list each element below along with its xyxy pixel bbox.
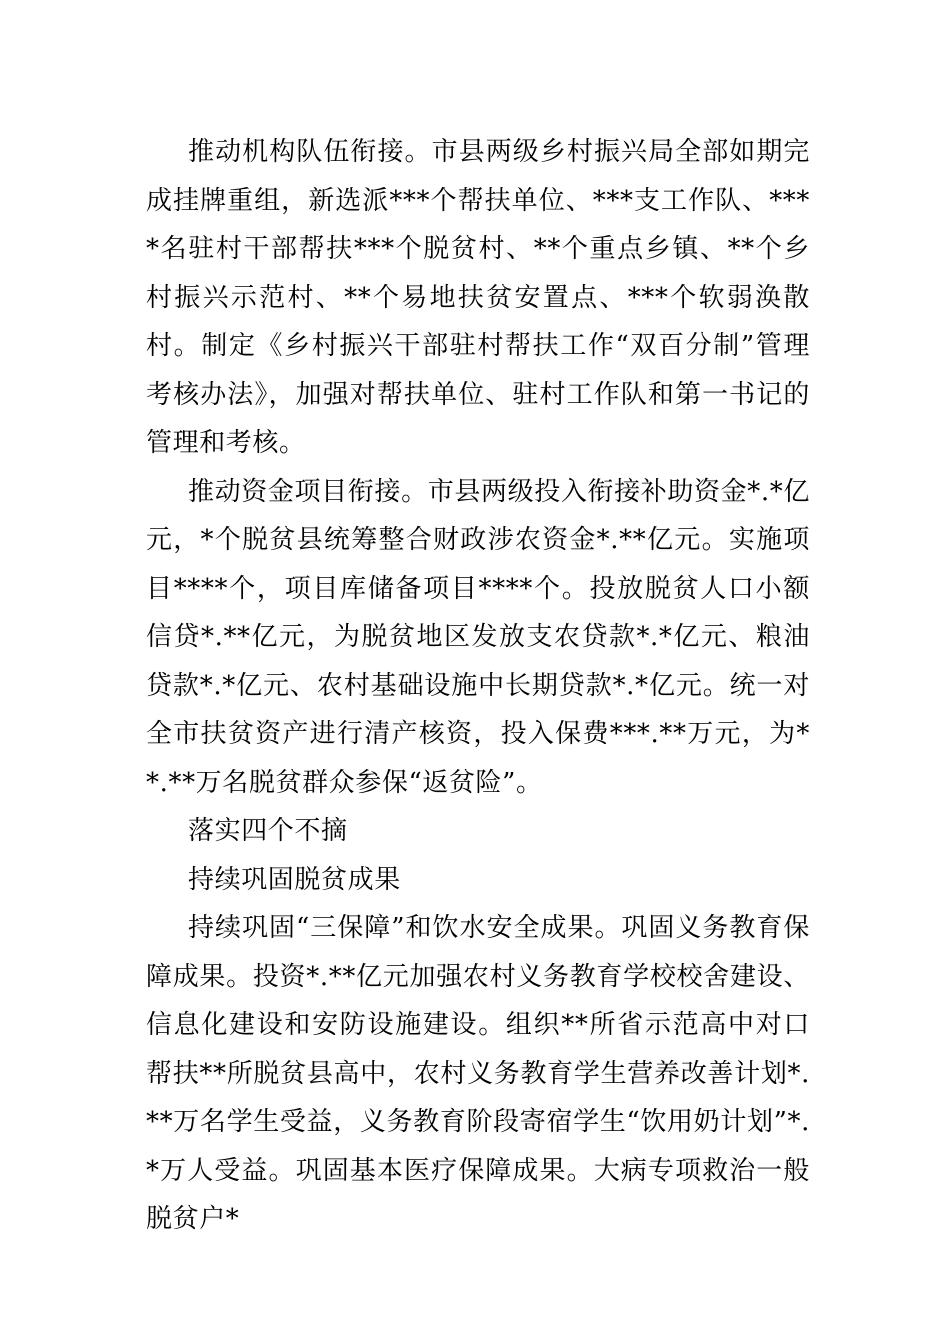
heading-four-not-removed: 落实四个不摘	[188, 816, 348, 846]
paragraph-three-guarantees: 持续巩固“三保障”和饮水安全成果。巩固义务教育保障成果。投资*.**亿元加强农村义务教育学校校舍建设、信息化建设和安防设施建设。组织**所省示范高中对口帮扶**所脱贫县高中，农村义务教育学生营养改善计划*.**万名学生受益，义务教育阶段寄宿学生“饮用奶计划”*.*万人受益。巩固基本医疗保障成果。大病专项救治一般脱贫户*	[146, 913, 810, 1234]
document-page	[146, 128, 810, 1244]
paragraph-institution-team: 推动机构队伍衔接。市县两级乡村振兴局全部如期完成挂牌重组，新选派***个帮扶单位、***支工作队、****名驻村干部帮扶***个脱贫村、**个重点乡镇、**个乡村振兴示范村、**个易地扶贫安置点、***个软弱涣散村。制定《乡村振兴干部驻村帮扶工作“双百分制”管理考核办法》，加强对帮扶单位、驻村工作队和第一书记的管理和考核。	[146, 137, 810, 458]
heading-consolidate-results: 持续巩固脱贫成果	[188, 864, 401, 895]
paragraph-funds-projects: 推动资金项目衔接。市县两级投入衔接补助资金*.*亿元，*个脱贫县统筹整合财政涉农资金*.**亿元。实施项目****个，项目库储备项目****个。投放脱贫人口小额信贷*.**亿元，为脱贫地区发放支农贷款*.*亿元、粮油贷款*.*亿元、农村基础设施中长期贷款*.*亿元。统一对全市扶贫资产进行清产核资，投入保费***.**万元，为**.**万名脱贫群众参保“返贫险”。	[146, 476, 810, 798]
